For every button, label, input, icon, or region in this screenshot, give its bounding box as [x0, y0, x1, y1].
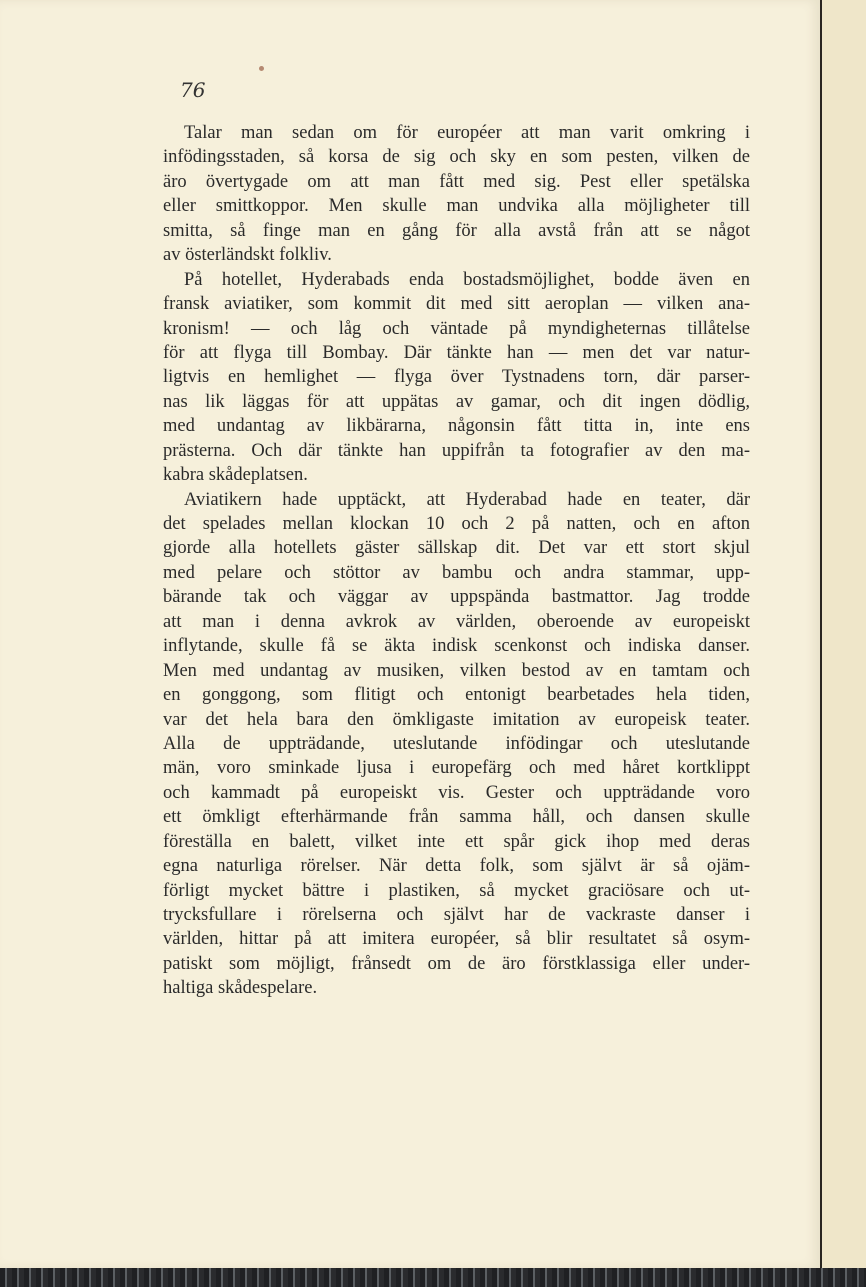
text-line: föreställa en balett, vilket inte ett spår gick ihop med deras	[163, 831, 750, 852]
text-line: prästerna. Och där tänkte han uppifrån ta fotografier av den ma-	[163, 440, 750, 461]
text-line: för att flyga till Bombay. Där tänkte han — men det var natur-	[163, 342, 750, 363]
text-line: eller smittkoppor. Men skulle man undvika alla möjligheter till	[163, 196, 750, 217]
scanner-bed-strip	[0, 1268, 866, 1287]
body-text	[163, 121, 750, 1001]
text-line: och kammadt på europeiskt vis. Gester och uppträdande voro	[163, 782, 750, 803]
text-line: bärande tak och väggar av uppspända bastmattor. Jag trodde	[163, 587, 750, 608]
page-number: 76	[180, 78, 206, 102]
text-line: smitta, så finge man en gång för alla avstå från att se något	[163, 220, 750, 241]
text-line: På hotellet, Hyderabads enda bostadsmöjlighet, bodde även en	[184, 269, 750, 290]
adjacent-page-edge	[820, 0, 866, 1272]
text-line: Talar man sedan om för européer att man varit omkring i	[184, 123, 750, 143]
text-line: ligtvis en hemlighet — flyga över Tystnadens torn, där parser-	[163, 367, 750, 388]
text-line: med undantag av likbärarna, någonsin fått titta in, inte ens	[163, 416, 750, 437]
text-line: med pelare och stöttor av bambu och andra stammar, upp-	[163, 562, 750, 583]
text-line: att man i denna avkrok av världen, oberoende av europeiskt	[163, 611, 750, 632]
text-line: det spelades mellan klockan 10 och 2 på natten, och en afton	[163, 514, 750, 534]
text-line: kronism! — och låg och väntade på myndigheternas tillåtelse	[163, 318, 750, 339]
ink-dot-mark	[259, 66, 264, 71]
text-line: nas lik läggas för att uppätas av gamar, och dit ingen dödlig,	[163, 391, 750, 412]
text-line: gjorde alla hotellets gäster sällskap dit. Det var ett stort skjul	[163, 538, 750, 559]
text-line: inflytande, skulle få se äkta indisk scenkonst och indiska danser.	[163, 636, 750, 657]
text-line: ett ömkligt efterhärmande från samma håll, och dansen skulle	[163, 807, 750, 828]
text-line: en gonggong, som flitigt och entonigt bearbetades hela tiden,	[163, 685, 750, 706]
text-line: äro övertygade om att man fått med sig. Pest eller spetälska	[163, 171, 750, 192]
text-line: haltiga skådespelare.	[163, 978, 318, 999]
text-line: infödingsstaden, så korsa de sig och sky en som pesten, vilken de	[163, 147, 750, 168]
text-line: kabra skådeplatsen.	[163, 465, 308, 486]
text-line: patiskt som möjligt, frånsedt om de äro förstklassiga eller under-	[163, 953, 750, 974]
text-line: Aviatikern hade upptäckt, att Hyderabad hade en teater, där	[184, 489, 750, 510]
text-line: Alla de uppträdande, uteslutande infödingar och uteslutande	[163, 733, 750, 754]
text-line: fransk aviatiker, som kommit dit med sitt aeroplan — vilken ana-	[163, 294, 750, 315]
text-line: av österländskt folkliv.	[163, 245, 332, 266]
text-line: män, voro sminkade ljusa i europefärg och med håret kortklippt	[163, 758, 750, 779]
text-line: trycksfullare i rörelserna och självt har de vackraste danser i	[163, 905, 750, 925]
text-line: världen, hittar på att imitera européer, så blir resultatet så osym-	[163, 929, 750, 950]
text-line: egna naturliga rörelser. När detta folk, som självt är så ojäm-	[163, 856, 750, 877]
text-line: var det hela bara den ömkligaste imitation av europeisk teater.	[163, 709, 750, 730]
text-line: Men med undantag av musiken, vilken bestod av en tamtam och	[163, 660, 750, 681]
text-line: förligt mycket bättre i plastiken, så mycket graciösare och ut-	[163, 880, 750, 901]
